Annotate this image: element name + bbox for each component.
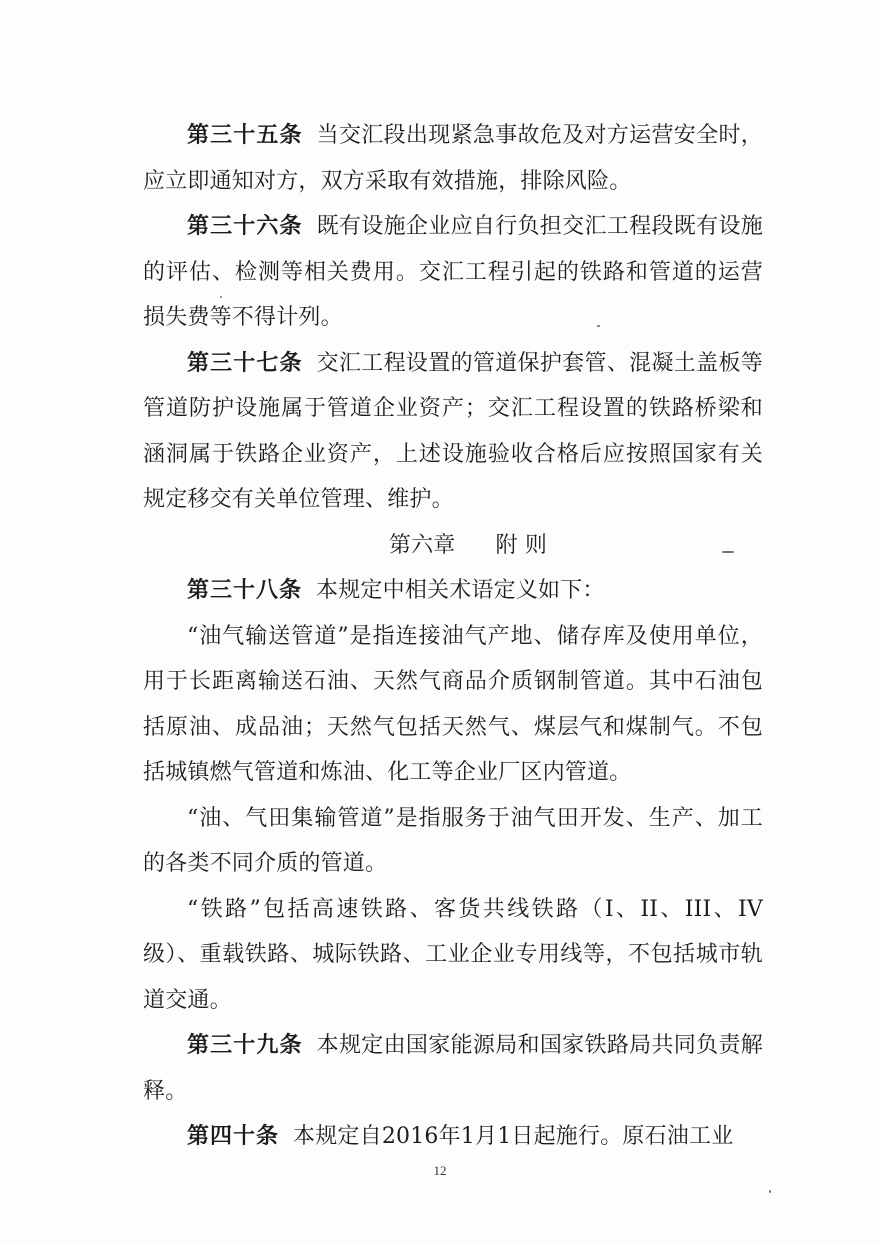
article-36: [143, 204, 763, 341]
article-text: 当交汇段出现紧急事故危及对方运营安全时，应立即通知对方，双方采取有效措施，排除风险。: [143, 123, 763, 194]
article-number: 第三十五条: [187, 122, 303, 148]
definition-railway: “铁路”包括高速铁路、客货共线铁路（I、II、III、IV级）、重载铁路、城际铁路、工业企业专用线等，不包括城市轨道交通。: [143, 896, 763, 1013]
definition-gathering-pipeline: “油、气田集输管道”是指服务于油气田开发、生产、加工的各类不同介质的管道。: [143, 805, 763, 876]
article-40: [143, 1114, 763, 1160]
scan-speck: [220, 296, 222, 298]
article-38: [143, 568, 763, 614]
article-number: 第三十九条: [187, 1032, 303, 1058]
chapter-title: 附 则: [495, 532, 548, 558]
article-number: 第三十七条: [187, 349, 303, 376]
page-number: 12: [433, 1163, 447, 1178]
article-text: 本规定中相关术语定义如下：: [316, 578, 605, 603]
scan-speck: [769, 1190, 771, 1193]
article-text: 本规定由国家能源局和国家铁路局共同负责解释。: [143, 1033, 763, 1104]
scan-speck: [597, 325, 600, 327]
article-number: 第三十六条: [187, 213, 303, 239]
definition-oil-gas-pipeline: “油气输送管道”是指连接油气产地、储存库及使用单位，用于长距离输送石油、天然气商品介质钢制管道。其中石油包括原油、成品油；天然气包括天然气、煤层气和煤制气。不包括城镇燃气管道和炼油、化工等企业厂区内管道。: [143, 623, 763, 785]
article-number: 第四十条: [187, 1123, 280, 1149]
article-39: [143, 1023, 763, 1114]
article-number: 第三十八条: [187, 577, 303, 603]
article-text: 交汇工程设置的管道保护套管、混凝土盖板等管道防护设施属于管道企业资产；交汇工程设置的铁路桥梁和涵洞属于铁路企业资产，上述设施验收合格后应按照国家有关规定移交有关单位管理、维护。: [143, 350, 763, 512]
chapter-number: 第六章: [388, 532, 456, 558]
scan-speck: [722, 551, 734, 553]
article-text: 本规定自2016年1月1日起施行。原石油工业: [293, 1124, 734, 1149]
chapter-heading: [143, 523, 763, 569]
article-text: 既有设施企业应自行负担交汇工程段既有设施的评估、检测等相关费用。交汇工程引起的铁路和管道的运营损失费等不得计列。: [143, 214, 763, 330]
document-body: [143, 113, 763, 1160]
article-35: [143, 113, 763, 204]
article-37: [143, 341, 763, 523]
